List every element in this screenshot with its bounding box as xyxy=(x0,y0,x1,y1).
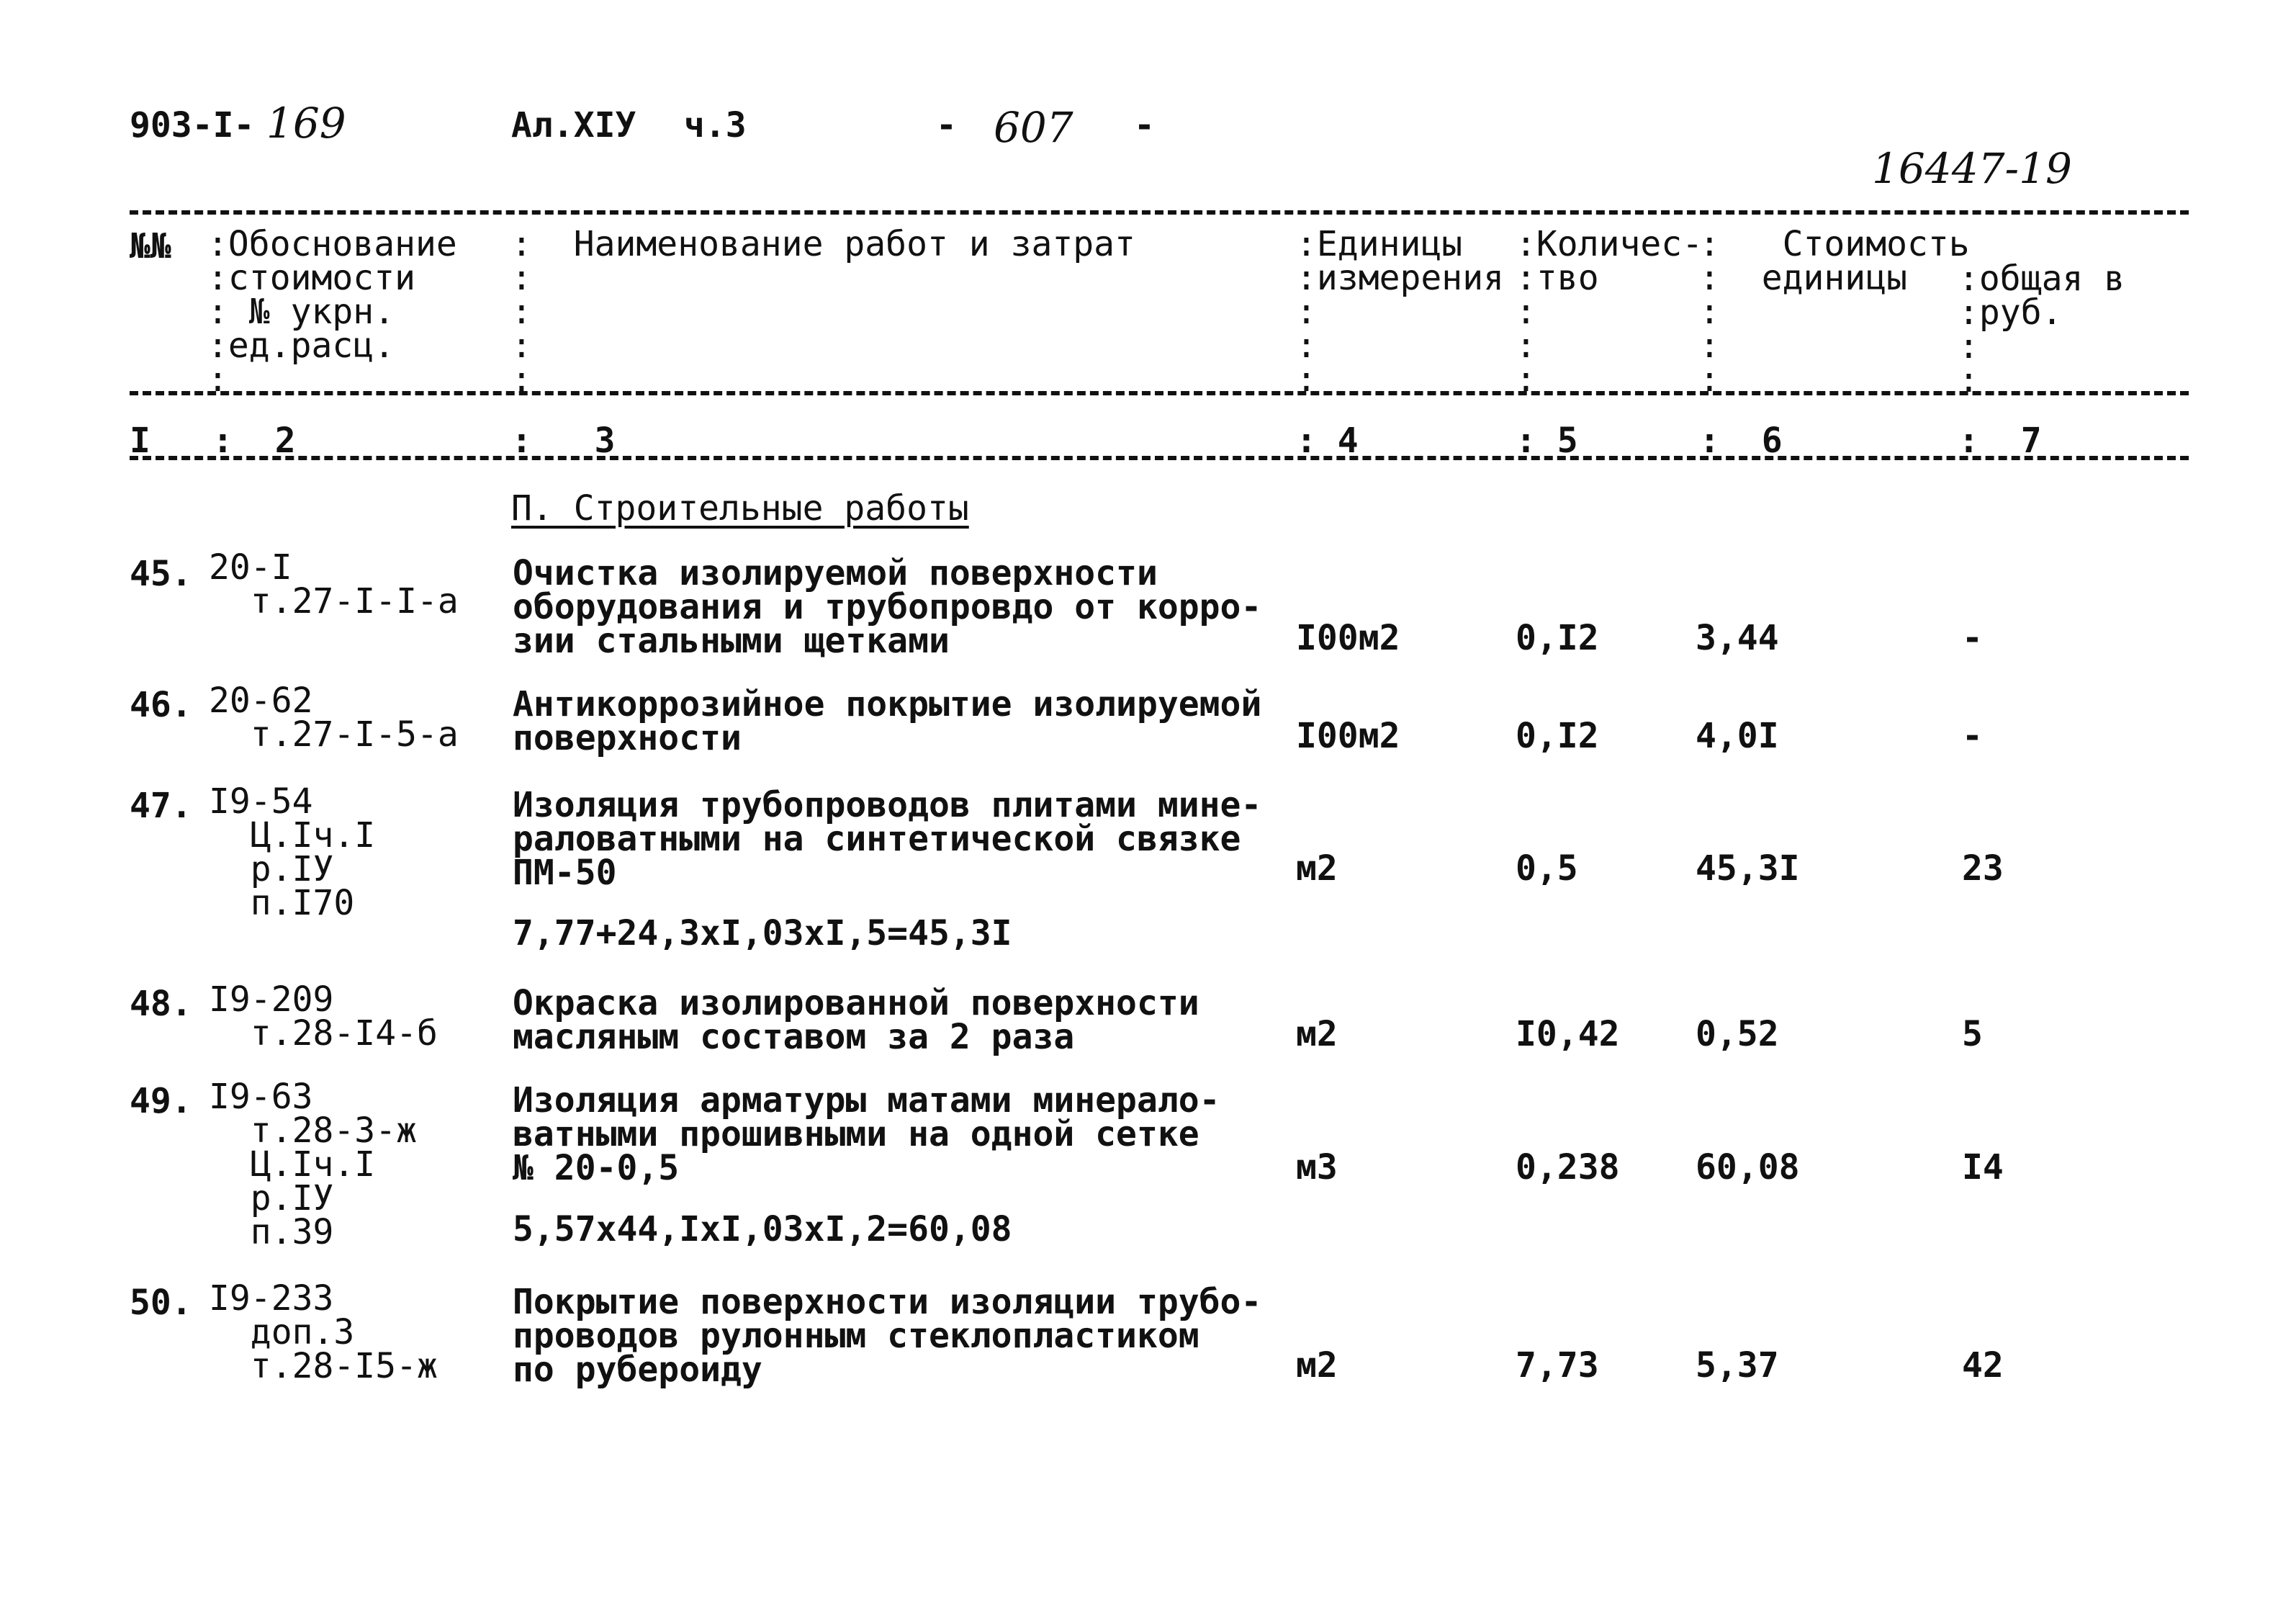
row-qty: I0,42 xyxy=(1516,1014,1620,1054)
colnum-6: : 6 xyxy=(1699,421,1783,461)
row-unit: I00м2 xyxy=(1296,618,1400,658)
row-work-name: Окраска изолированной поверхности масляным составом за 2 раза xyxy=(513,983,1199,1057)
row-work-name: Изоляция трубопроводов плитами мине- раловатными на синтетической связке ПМ-50 xyxy=(513,785,1262,893)
row-total: I4 xyxy=(1962,1147,2004,1188)
part-label: ч.3 xyxy=(684,105,747,145)
col-unit-price-heading: : Стоимость : единицы : : : xyxy=(1699,224,1970,400)
col-name-heading: : Наименование работ и затрат : : : : xyxy=(511,224,1135,400)
row-number: 47. xyxy=(130,786,192,826)
row-work-name: Очистка изолируемой поверхности оборудования и трубопровдо от корро- зии стальными щетками xyxy=(513,553,1262,661)
row-unit: м2 xyxy=(1296,848,1338,889)
row-number: 46. xyxy=(130,685,192,725)
row-qty: 0,5 xyxy=(1516,848,1578,889)
row-basis-code: I9-63 т.28-3-ж Ц.Iч.I р.IУ п.39 xyxy=(209,1077,417,1252)
section-title: П. Строительные работы xyxy=(511,488,969,529)
row-unit: м2 xyxy=(1296,1014,1338,1054)
column-number-rule xyxy=(130,456,2189,460)
col-number-heading: №№ xyxy=(130,226,171,266)
row-unit-price: 0,52 xyxy=(1696,1014,1779,1054)
row-unit-price: 60,08 xyxy=(1696,1147,1800,1188)
col-total-heading: :общая в :руб. : : xyxy=(1958,259,2125,400)
row-total: - xyxy=(1962,716,1983,756)
page-prefix: - xyxy=(936,105,957,145)
colnum-1: I xyxy=(130,421,150,461)
page-suffix: - xyxy=(1134,105,1155,145)
header-top-rule xyxy=(130,210,2189,215)
row-unit-price: 45,3I xyxy=(1696,848,1800,889)
row-work-name: Изоляция арматуры матами минерало- ватными прошивными на одной сетке № 20-0,5 xyxy=(513,1080,1220,1188)
album-label: Ал.XIУ xyxy=(511,105,636,145)
doc-code-handwritten: 169 xyxy=(266,99,346,148)
col-basis-heading: :Обоснование :стоимости : № укрн. :ед.расц. : xyxy=(207,224,457,400)
row-number: 45. xyxy=(130,554,192,594)
row-work-name: Антикоррозийное покрытие изолируемой поверхности xyxy=(513,684,1262,758)
row-qty: 7,73 xyxy=(1516,1345,1599,1386)
colnum-5: : 5 xyxy=(1516,421,1578,461)
colnum-3: : 3 xyxy=(511,421,616,461)
doc-code: 903-I- xyxy=(130,105,255,145)
row-unit-price: 3,44 xyxy=(1696,618,1779,658)
stamp-number: 16447-19 xyxy=(1872,144,2072,193)
row-unit: м3 xyxy=(1296,1147,1338,1188)
col-unit-heading: :Единицы :измерения : : : xyxy=(1296,224,1504,400)
row-basis-code: I9-233 доп.3 т.28-I5-ж xyxy=(209,1278,438,1386)
colnum-7: : 7 xyxy=(1958,421,2042,461)
row-total: 23 xyxy=(1962,848,2004,889)
col-qty-heading: :Количес- :тво : : : xyxy=(1516,224,1703,400)
colnum-2: : 2 xyxy=(212,421,296,461)
row-qty: 0,I2 xyxy=(1516,716,1599,756)
row-unit-price: 5,37 xyxy=(1696,1345,1779,1386)
row-calculation: 5,57х44,IхI,03хI,2=60,08 xyxy=(513,1209,1012,1249)
row-number: 49. xyxy=(130,1081,192,1121)
row-basis-code: I9-54 Ц.Iч.I р.IУ п.I70 xyxy=(209,781,376,923)
row-total: - xyxy=(1962,618,1983,658)
row-total: 5 xyxy=(1962,1014,1983,1054)
colnum-4: : 4 xyxy=(1296,421,1359,461)
row-unit: I00м2 xyxy=(1296,716,1400,756)
row-calculation: 7,77+24,3хI,03хI,5=45,3I xyxy=(513,913,1012,953)
row-unit: м2 xyxy=(1296,1345,1338,1386)
row-number: 50. xyxy=(130,1283,192,1323)
row-basis-code: 20-62 т.27-I-5-а xyxy=(209,681,459,755)
row-basis-code: I9-209 т.28-I4-б xyxy=(209,979,438,1054)
row-qty: 0,238 xyxy=(1516,1147,1620,1188)
row-qty: 0,I2 xyxy=(1516,618,1599,658)
row-unit-price: 4,0I xyxy=(1696,716,1779,756)
row-work-name: Покрытие поверхности изоляции трубо- проводов рулонным стеклопластиком по рубероиду xyxy=(513,1282,1262,1390)
row-number: 48. xyxy=(130,984,192,1024)
row-basis-code: 20-I т.27-I-I-а xyxy=(209,547,459,621)
row-total: 42 xyxy=(1962,1345,2004,1386)
page-number: 607 xyxy=(994,103,1073,152)
